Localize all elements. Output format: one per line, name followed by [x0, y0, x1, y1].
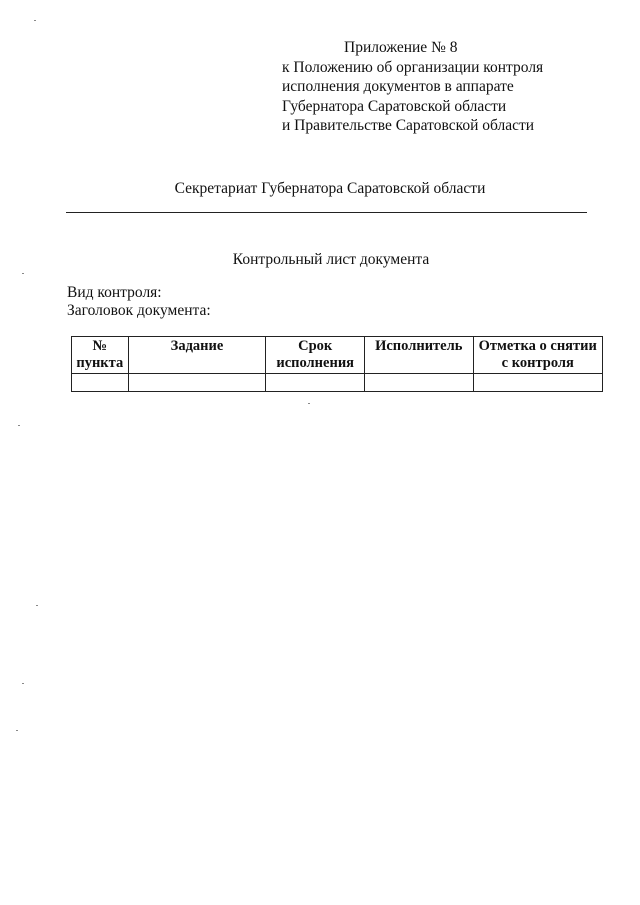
header-executor [364, 337, 473, 374]
header-line: Срок [298, 338, 333, 354]
appendix-block [282, 38, 602, 136]
scan-speck [36, 605, 38, 606]
header-deadline [266, 337, 365, 374]
header-line: Исполнитель [375, 338, 463, 354]
appendix-line: Губернатора Саратовской области [282, 97, 507, 115]
header-line: № [92, 338, 108, 354]
appendix-line: и Правительстве Саратовской области [282, 117, 535, 134]
header-removal-mark [473, 337, 602, 374]
header-line: исполнения [276, 355, 355, 371]
table-header-row [72, 337, 603, 374]
header-item-number [72, 337, 129, 374]
document-heading: Контрольный лист документа [232, 251, 430, 268]
appendix-title: Приложение № 8 [344, 39, 458, 56]
header-line: пункта [76, 355, 124, 371]
scan-speck [34, 20, 36, 21]
control-type-label: Вид контроля: [67, 284, 162, 301]
header-line: Задание [170, 338, 224, 354]
secretariat-name: Секретариат Губернатора Саратовской области [174, 180, 486, 197]
appendix-line: исполнения документов в аппарате [282, 78, 514, 95]
scan-speck [22, 273, 24, 274]
table-cell [266, 374, 365, 392]
table-cell [72, 374, 129, 392]
document-title-label: Заголовок документа: [67, 302, 211, 319]
scan-speck [18, 425, 20, 426]
table-row [72, 374, 603, 392]
header-line: с контроля [501, 355, 574, 371]
appendix-line: к Положению об организации контроля [282, 58, 544, 76]
scan-speck [308, 403, 310, 404]
divider-line [66, 212, 587, 213]
scan-speck [22, 683, 24, 684]
control-table [71, 336, 603, 392]
scan-speck [16, 730, 18, 731]
header-task [128, 337, 266, 374]
table-cell [364, 374, 473, 392]
table-cell [128, 374, 266, 392]
header-line: Отметка о снятии [478, 338, 597, 354]
table-cell [473, 374, 602, 392]
